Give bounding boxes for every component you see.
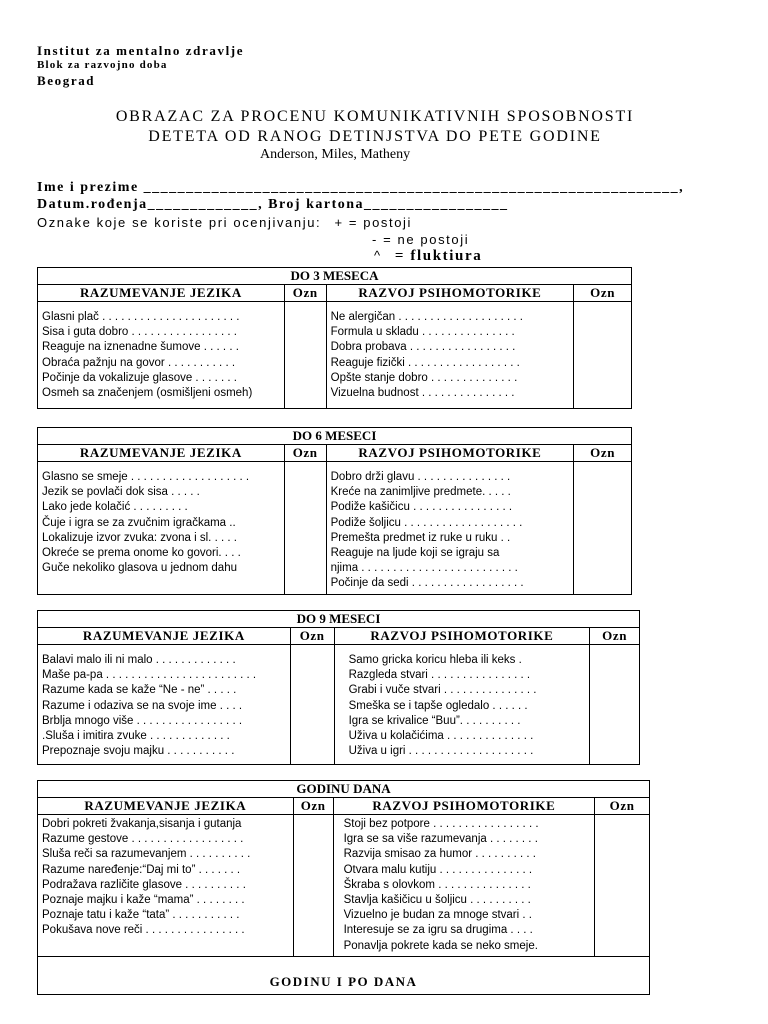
list-item: Uživa u igri . . . . . . . . . . . . . . . . . . . .	[348, 745, 534, 758]
mark-cell[interactable]	[284, 462, 326, 595]
list-item: Formula u skladu . . . . . . . . . . . . . . .	[330, 326, 515, 339]
list-item: Interesuje se za igru sa drugima . . . .	[343, 924, 533, 937]
column-header-mark: Ozn	[574, 445, 632, 462]
legend-fluct-eq: =	[394, 248, 411, 264]
list-item: Grabi i vuče stvari . . . . . . . . . . . . . . .	[348, 684, 537, 697]
list-item: Igra se sa više razumevanja . . . . . . . .	[343, 833, 538, 846]
list-item: Poznaje tatu i kaže “tata” . . . . . . . . . . .	[42, 909, 240, 922]
list-item: Podiže šoljicu . . . . . . . . . . . . . . . . . . .	[330, 516, 523, 529]
section-3-months	[37, 267, 632, 409]
list-item: Samo gricka koricu hleba ili keks .	[348, 654, 522, 666]
institution-header	[37, 43, 244, 88]
legend-intro	[37, 215, 412, 230]
mark-cell[interactable]	[293, 815, 333, 957]
column-header-language: RAZUMEVANJE JEZIKA	[38, 628, 291, 645]
section-title: GODINU DANA	[38, 781, 650, 798]
list-item: Igra se krivalice “Buu”. . . . . . . . . .	[348, 714, 521, 727]
list-item: Stavlja kašičicu u šoljicu . . . . . . . . . .	[343, 894, 531, 907]
psychomotor-items	[334, 645, 590, 765]
form-title-line-2: DETETA OD RANOG DETINJSTVA DO PETE GODINE	[148, 128, 602, 145]
legend-minus: - = ne postoji	[372, 232, 470, 247]
list-item: Prepoznaje svoju majku . . . . . . . . . . .	[42, 745, 235, 758]
list-item: Maše pa-pa . . . . . . . . . . . . . . . . . . . . . . . .	[42, 669, 257, 682]
list-item: Počinje da sedi . . . . . . . . . . . . . . . . . .	[330, 577, 524, 590]
column-header-psychomotor: RAZVOJ PSIHOMOTORIKE	[333, 798, 595, 815]
list-item: Otvara malu kutiju . . . . . . . . . . . . . . .	[343, 863, 533, 876]
list-item: Guče nekoliko glasova u jednom dahu	[42, 562, 237, 575]
list-item: Premešta predmet iz ruke u ruku . .	[330, 531, 511, 544]
list-item: Razume kada se kaže “Ne - ne” . . . . .	[42, 684, 237, 697]
list-item: Reaguje fizički . . . . . . . . . . . . . . . . . .	[330, 356, 520, 369]
list-item: Reaguje na ljude koji se igraju sa	[330, 547, 500, 560]
mark-cell[interactable]	[284, 302, 326, 409]
language-items	[38, 302, 285, 409]
list-item: Opšte stanje dobro . . . . . . . . . . . . . .	[330, 371, 518, 384]
column-header-mark: Ozn	[293, 798, 333, 815]
column-header-psychomotor: RAZVOJ PSIHOMOTORIKE	[326, 285, 574, 302]
list-item: Ponavlja pokrete kada se neko smeje.	[343, 939, 538, 952]
list-item: Reaguje na iznenadne šumove . . . . . .	[42, 341, 239, 354]
language-items	[38, 815, 294, 957]
psychomotor-items	[326, 302, 574, 409]
column-header-language: RAZUMEVANJE JEZIKA	[38, 285, 285, 302]
list-item: Poznaje majku i kaže “mama” . . . . . . . .	[42, 894, 245, 907]
list-item: Razume gestove . . . . . . . . . . . . . . . . . .	[42, 833, 244, 846]
mark-cell[interactable]	[574, 462, 632, 595]
column-header-language: RAZUMEVANJE JEZIKA	[38, 798, 294, 815]
language-items	[38, 645, 291, 765]
mark-cell[interactable]	[574, 302, 632, 409]
section-9-months	[37, 610, 640, 765]
column-header-mark: Ozn	[290, 628, 334, 645]
list-item: Glasno se smeje . . . . . . . . . . . . . . . . . . .	[42, 471, 250, 483]
name-field[interactable]: Ime i prezime _______________________________________________________________,	[37, 180, 685, 195]
list-item: Dobri pokreti žvakanja,sisanja i gutanja	[42, 818, 242, 830]
legend-plus: + = postoji	[334, 215, 413, 230]
legend-fluct	[374, 248, 482, 265]
list-item: Razgleda stvari . . . . . . . . . . . . . . . .	[348, 669, 531, 682]
list-item: Lokalizuje izvor zvuka: zvona i sl. . . . .	[42, 531, 237, 544]
list-item: Osmeh sa značenjem (osmišljeni osmeh)	[42, 387, 253, 400]
list-item: Obraća pažnju na govor . . . . . . . . . . .	[42, 356, 236, 369]
list-item: Pokušava nove reči . . . . . . . . . . . . . . . .	[42, 924, 245, 937]
mark-cell[interactable]	[590, 645, 640, 765]
list-item: Čuje i igra se za zvučnim igračkama ..	[42, 516, 236, 529]
psychomotor-items	[326, 462, 574, 595]
form-title-line-1: OBRAZAC ZA PROCENU KOMUNIKATIVNIH SPOSOBNOSTI	[115, 108, 635, 125]
list-item: Podražava različite glasove . . . . . . . . . .	[42, 878, 246, 891]
list-item: Glasni plač . . . . . . . . . . . . . . . . . . . . . .	[42, 311, 240, 323]
list-item: Dobro drži glavu . . . . . . . . . . . . . . .	[330, 471, 511, 483]
institute-name: Institut za mentalno zdravlje	[37, 43, 245, 58]
list-item: Dobra probava . . . . . . . . . . . . . . . . .	[330, 341, 516, 354]
list-item: Smeška se i tapše ogledalo . . . . . .	[348, 699, 528, 712]
column-header-psychomotor: RAZVOJ PSIHOMOTORIKE	[334, 628, 590, 645]
list-item: Lako jede kolačić . . . . . . . . .	[42, 501, 188, 514]
section-title: DO 9 MESECI	[38, 611, 640, 628]
mark-cell[interactable]	[290, 645, 334, 765]
list-item: Razume naređenje:“Daj mi to” . . . . . . .	[42, 863, 241, 876]
section-title: DO 3 MESECA	[38, 268, 632, 285]
column-header-mark: Ozn	[284, 445, 326, 462]
legend-fluct-symbol: ^	[374, 248, 382, 263]
column-header-mark: Ozn	[595, 798, 650, 815]
legend-intro-text: Oznake koje se koriste pri ocenjivanju:	[37, 215, 322, 230]
list-item: Počinje da vokalizuje glasove . . . . . . .	[42, 371, 237, 384]
section-title: DO 6 MESECI	[38, 428, 632, 445]
list-item: Okreće se prema onome ko govori. . . .	[42, 547, 241, 560]
list-item: Vizuelno je budan za mnoge stvari . .	[343, 909, 532, 922]
birth-and-card-field[interactable]: Datum.rođenja_____________, Broj kartona_________________	[37, 197, 509, 212]
list-item: Ne alergičan . . . . . . . . . . . . . . . . . . . .	[330, 311, 523, 323]
column-header-mark: Ozn	[590, 628, 640, 645]
list-item: .Sluša i imitira zvuke . . . . . . . . . . . . .	[42, 730, 230, 743]
list-item: Razume i odaziva se na svoje ime . . . .	[42, 699, 243, 712]
list-item: Razvija smisao za humor . . . . . . . . . .	[343, 848, 536, 861]
list-item: Vizuelna budnost . . . . . . . . . . . . . . .	[330, 387, 515, 400]
language-items	[38, 462, 285, 595]
section-6-months	[37, 427, 632, 595]
list-item: Brblja mnogo više . . . . . . . . . . . . . . . . .	[42, 714, 243, 727]
list-item: Sisa i guta dobro . . . . . . . . . . . . . . . . .	[42, 326, 237, 339]
list-item: Balavi malo ili ni malo . . . . . . . . . . . . .	[42, 654, 236, 666]
list-item: Kreće na zanimljive predmete. . . . .	[330, 486, 511, 499]
column-header-mark: Ozn	[574, 285, 632, 302]
list-item: Škraba s olovkom . . . . . . . . . . . . . . .	[343, 878, 531, 891]
column-header-psychomotor: RAZVOJ PSIHOMOTORIKE	[326, 445, 574, 462]
section-one-year	[37, 780, 650, 995]
mark-cell[interactable]	[595, 815, 650, 957]
authors: Anderson, Miles, Matheny	[260, 147, 411, 162]
list-item: Sluša reči sa razumevanjem . . . . . . . . . .	[42, 848, 251, 861]
list-item: Stoji bez potpore . . . . . . . . . . . . . . . . .	[343, 818, 539, 830]
unit-name: Blok za razvojno doba	[37, 59, 168, 71]
list-item: Uživa u kolačićima . . . . . . . . . . . . . .	[348, 730, 534, 743]
list-item: njima . . . . . . . . . . . . . . . . . . . . . . . . .	[330, 562, 518, 575]
next-section-title: GODINU I PO DANA	[38, 956, 650, 994]
list-item: Podiže kašičicu . . . . . . . . . . . . . . . .	[330, 501, 513, 514]
psychomotor-items	[333, 815, 595, 957]
column-header-language: RAZUMEVANJE JEZIKA	[38, 445, 285, 462]
column-header-mark: Ozn	[284, 285, 326, 302]
legend-fluct-word: fluktiura	[410, 248, 483, 264]
list-item: Jezik se povlači dok sisa . . . . .	[42, 486, 200, 499]
city-name: Beograd	[37, 73, 96, 88]
